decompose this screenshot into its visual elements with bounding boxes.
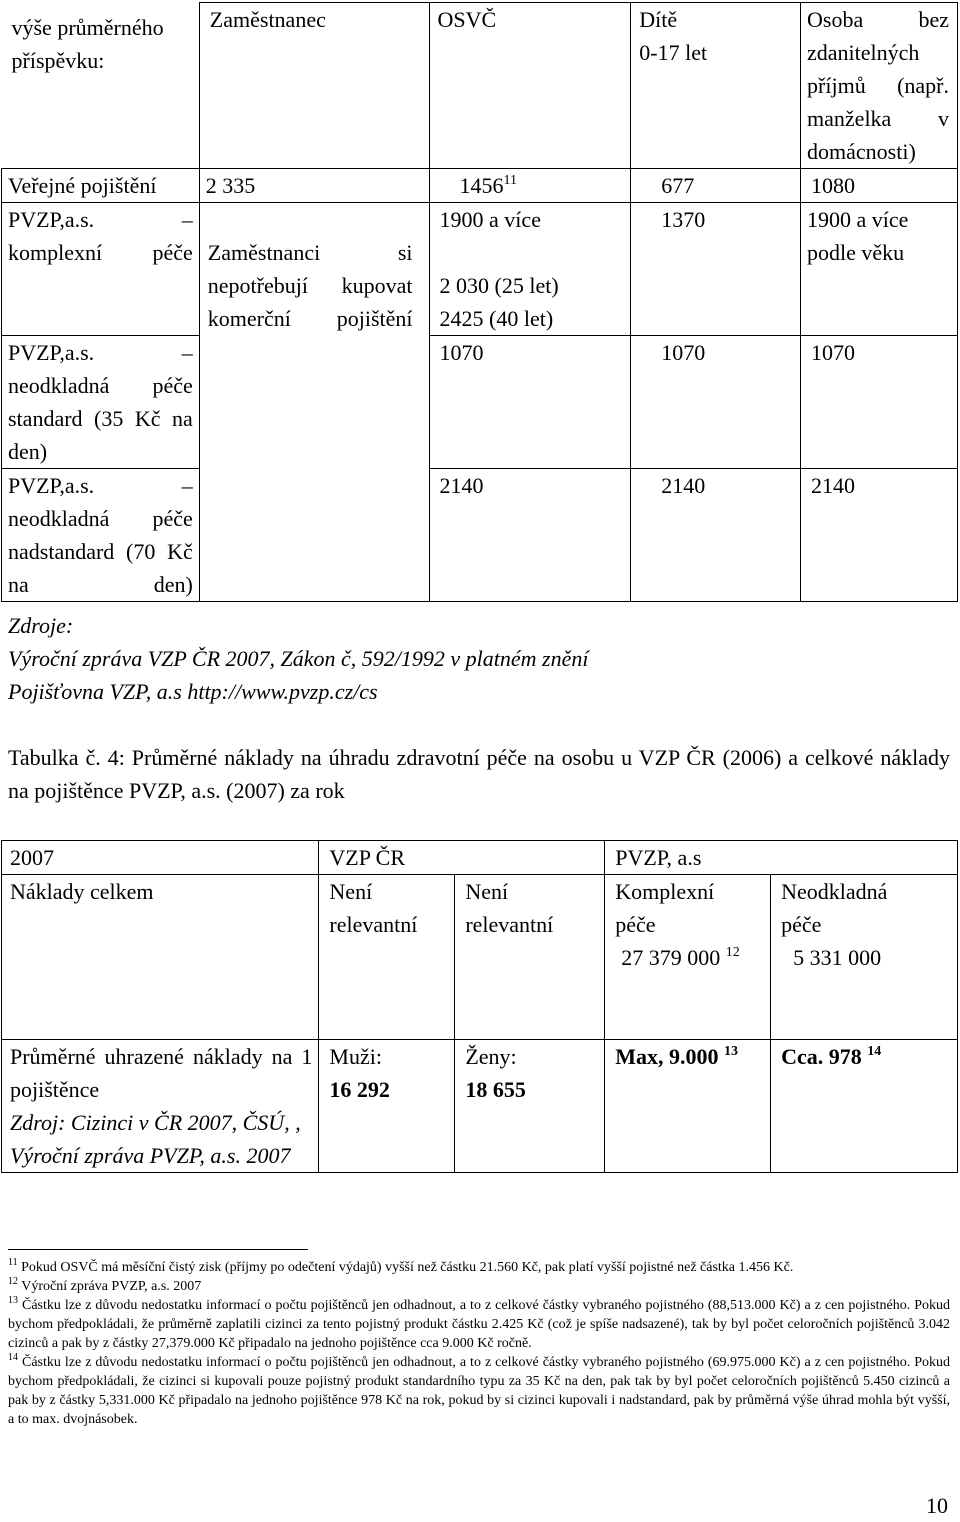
row-label: PVZP,a.s. – neodkladná péče standard (35 Kč na den) <box>2 336 200 469</box>
cell-value <box>455 1040 605 1173</box>
footnote: $^{13}$ Částku lze z důvodu nedostatku informací o počtu pojištěnců jen odhadnout, a to z celkové částky vybraného pojistného (88,513.000 Kč) a z cen pojistného. Pokud bychom předpokládali, že průměrně zaplatili cizinci za tento pojistný produkt částku 2.425 Kč (což je spíše nadsazené), tak by byl počet celoročních pojištěnců 3.042 cizinců a pak by z částky 27,379.000 Kč připadalo na jednoho pojištěnce cca 9.000 Kč ročně. <box>8 1295 950 1351</box>
cell-value: 1900 a více podle věku <box>801 203 958 336</box>
col-header-child-line2: 0-17 let <box>639 40 708 65</box>
year-cell: 2007 <box>2 841 319 875</box>
col-header-employee: Zaměstnanec <box>199 3 429 169</box>
cell-line: 2 030 (25 let) <box>439 273 559 298</box>
cell-value: 2140 <box>429 469 631 602</box>
table-row <box>2 3 958 169</box>
footnote: $^{14}$ Částku lze z důvodu nedostatku informací o počtu pojištěnců jen odhadnout, a to z celkové částky vybraného pojistného (69.975.000 Kč) a z cen pojistného. Pokud bychom předpokládali, že cizinci si kupovali pouze pojistný produkt standardního typu za 35 Kč na den, pak tak by byl počet celoročních pojištěnců 5.450 cizinců a pak by z částky 5,331.000 Kč připadalo na jednoho pojištěnce 978 Kč na rok, pokud by si cizinci kupovali i nadstandard, pak by průměrná výše úhrad mohla být vyšší, a to max. dvojnásobek. <box>8 1352 950 1427</box>
table-row <box>2 469 958 602</box>
cell-line: 1900 a více <box>439 207 541 232</box>
col-header-child <box>631 3 801 169</box>
cell-value <box>771 875 958 1040</box>
row-label: PVZP,a.s. – neodkladná péče nadstandard (70 Kč na den) <box>2 469 200 602</box>
cell-value: 2 335 <box>199 169 429 203</box>
table-row <box>2 1040 958 1173</box>
cell-line: Ženy: <box>465 1044 517 1069</box>
cell-value: 1070 <box>801 336 958 469</box>
cell-line: 5 331 000 <box>793 945 882 970</box>
page-number: 10 <box>926 1493 948 1518</box>
row-source: Zdroj: Cizinci v ČR 2007, ČSÚ, , Výroční zpráva PVZP, a.s. 2007 <box>10 1110 301 1168</box>
cell-value: 1070 <box>429 336 631 469</box>
cell-value: 1080 <box>801 169 958 203</box>
contribution-table <box>1 2 958 602</box>
pvzp-header: PVZP, a.s <box>605 841 958 875</box>
table-caption: Tabulka č. 4: Průměrné náklady na úhradu zdravotní péče na osobu u VZP ČR (2006) a celkové náklady na pojištěnce PVZP, a.s. (2007) za rok <box>8 745 950 803</box>
footnote: $^{12}$ Výroční zpráva PVZP, a.s. 2007 <box>8 1276 202 1294</box>
sources-line: Pojišťovna VZP, a.s http://www.pvzp.cz/cs <box>8 679 378 704</box>
cell-value <box>605 875 771 1040</box>
employees-note: Zaměstnanci si nepotřebují kupovat komerční pojištění <box>199 203 429 602</box>
costs-table <box>1 840 958 1173</box>
sources-line: Výroční zpráva VZP ČR 2007, Zákon č, 592/1992 v platném znění <box>8 646 589 671</box>
cell-line: 16 292 <box>329 1077 390 1102</box>
row-label-text: Průměrné uhrazené náklady na 1 pojištěnce <box>10 1044 313 1102</box>
cell-line: 2425 (40 let) <box>439 306 554 331</box>
cell-value: 2140 <box>801 469 958 602</box>
footnote-ref: 12 <box>725 945 740 960</box>
cell-line: Muži: <box>329 1044 382 1069</box>
col-header-child-line1: Dítě <box>639 7 678 32</box>
col-header-osvc: OSVČ <box>429 3 631 169</box>
cell-value: 1370 <box>631 203 801 336</box>
footnote-ref: 11 <box>503 173 518 188</box>
row-label: výše průměrného příspěvku: <box>11 14 164 73</box>
table-row <box>2 203 958 336</box>
row-label <box>2 1040 319 1173</box>
cell-value: Max, 9.000 $^{13}$ <box>605 1040 771 1173</box>
cell-value: Není relevantní <box>319 875 455 1040</box>
cell-value: Cca. 978 $^{14}$ <box>771 1040 958 1173</box>
table-row <box>2 875 958 1040</box>
footnote-separator <box>8 1249 308 1250</box>
cell-value: 1070 <box>631 336 801 469</box>
cell-line: Neodkladná péče <box>781 879 888 937</box>
footnote-ref: 14 <box>867 1044 882 1059</box>
sources-title: Zdroje: <box>8 613 74 638</box>
row-label: Veřejné pojištění <box>2 169 200 203</box>
col-header-no-income: Osoba bez zdanitelných příjmů (např. manželka v domácnosti) <box>801 3 958 169</box>
cell-value: 1456$^{11}$ <box>429 169 631 203</box>
cell-value: 2140 <box>631 469 801 602</box>
cell-line: 18 655 <box>465 1077 526 1102</box>
cell-value: Není relevantní <box>455 875 605 1040</box>
cell-value <box>429 203 631 336</box>
footnote-ref: 13 <box>723 1044 738 1059</box>
footnotes <box>8 1258 950 1429</box>
row-label: PVZP,a.s. – komplexní péče <box>2 203 200 336</box>
cell-value <box>319 1040 455 1173</box>
cell-line: 27 379 000 $^{12}$ <box>621 945 740 970</box>
sources-block <box>8 609 589 708</box>
footnote: $^{11}$ Pokud OSVČ má měsíční čistý zisk (příjmy po odečtení výdajů) vyšší než částku 21.560 Kč, pak platí vyšší pojistné než částka 1.456 Kč. <box>8 1257 794 1275</box>
cell-line: Komplexní péče <box>615 879 715 937</box>
table-row <box>2 169 958 203</box>
vzp-header: VZP ČR <box>319 841 605 875</box>
cell-value: 677 <box>631 169 801 203</box>
table-row <box>2 841 958 875</box>
table-row <box>2 336 958 469</box>
row-label: Náklady celkem <box>2 875 319 1040</box>
